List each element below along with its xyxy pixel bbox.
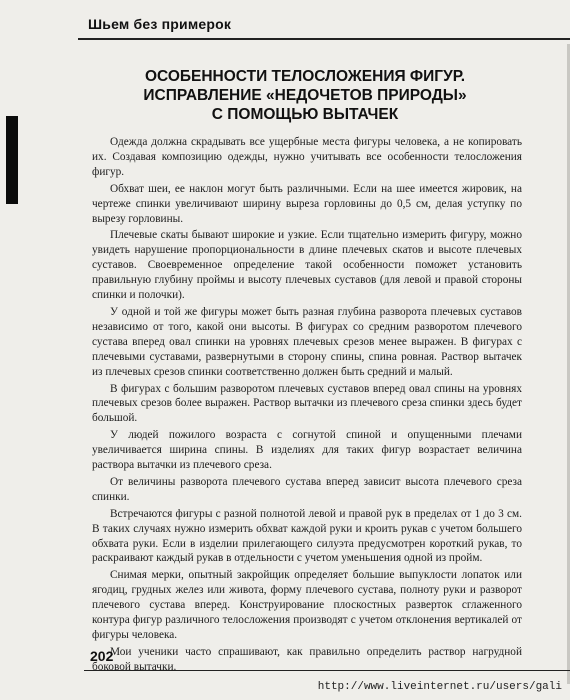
chapter-title <box>100 67 510 124</box>
chapter-title-line: С ПОМОЩЬЮ ВЫТАЧЕК <box>211 106 399 123</box>
paragraph: У одной и той же фигуры может быть разная глубина разворота плечевых суставов независимо от того, какой они высоты. В фигурах со средним разворотом плечевого сустава вперед овал спинки на уровнях плечевых срезов менее выражен. В фигурах с плечевыми суставами, развернутыми в сторону спины, спина ровная. Раствор вытачек из плечевых срезов спинки соответственно должен быть средний и малый. <box>92 305 522 378</box>
paragraph: В фигурах с большим разворотом плечевых суставов вперед овал спины на уровнях плечевых срезов более выражен. Раствор вытачки из плечевого среза спинки здесь будет большой. <box>92 382 522 425</box>
paragraph: Мои ученики часто спрашивают, как правильно определить раствор нагрудной боковой вытачки. <box>92 645 522 673</box>
chapter-title-line: ИСПРАВЛЕНИЕ «НЕДОЧЕТОВ ПРИРОДЫ» <box>143 87 467 104</box>
chapter-title-line: ОСОБЕННОСТИ ТЕЛОСЛОЖЕНИЯ ФИГУР. <box>144 68 466 85</box>
source-url: http://www.liveinternet.ru/users/gali <box>317 681 562 693</box>
paragraph: Одежда должна скрадывать все ущербные места фигуры человека, а не копировать их. Создавая композицию одежды, нужно учитывать все особенности телосложения фигур. <box>92 136 522 178</box>
binding-mark <box>6 116 18 204</box>
paragraph: Плечевые скаты бывают широкие и узкие. Если тщательно измерить фигуру, можно увидеть нарушение пропорциональности в длине плечевых скатов и высоте плечевых суставов. Своевременное определение такой особенности поможет установить правильную глубину проймы и высоту плечевых суставов (для левой и правой стороны спинки и полочки). <box>92 229 522 302</box>
page-number: 202 <box>90 648 114 664</box>
paragraph: У людей пожилого возраста с согнутой спиной и опущенными плечами увеличивается ширина спины. В изделиях для таких фигур возрастает величина раствора вытачки из плечевого среза. <box>92 429 522 472</box>
body-text <box>92 135 522 677</box>
paragraph: Снимая мерки, опытный закройщик определяет большие выпуклости лопаток или ягодиц, грудных желез или живота, форму плечевого сустава, полноту руки и разворот плечевого сустава вперед. Конструирование плоскостных разверток сглаженного контура фигур различного телосложения производят с учетом отклонения вертикалей от фигуры человека. <box>92 569 522 641</box>
paragraph: Обхват шеи, ее наклон могут быть различными. Если на шее имеется жировик, на чертеже спинки увеличивают ширину выреза горловины до 0,5 см, делая уступку по вырезу горловины. <box>92 182 522 225</box>
footer-rule <box>84 670 570 671</box>
paragraph: От величины разворота плечевого сустава вперед зависит высота плечевого среза спинки. <box>92 475 522 503</box>
running-header: Шьем без примерок <box>88 16 232 32</box>
paragraph: Встречаются фигуры с разной полнотой левой и правой рук в пределах от 1 до 3 см. В таких случаях нужно измерить обхват каждой руки и кроить рукав с учетом большего обхвата руки. Если в изделии прилегающего силуэта предусмотрен короткий рукав, то раскраивают каждый рукав в отдельности с учетом уменьшения одной из пройм. <box>92 507 522 565</box>
header-rule <box>78 38 570 40</box>
